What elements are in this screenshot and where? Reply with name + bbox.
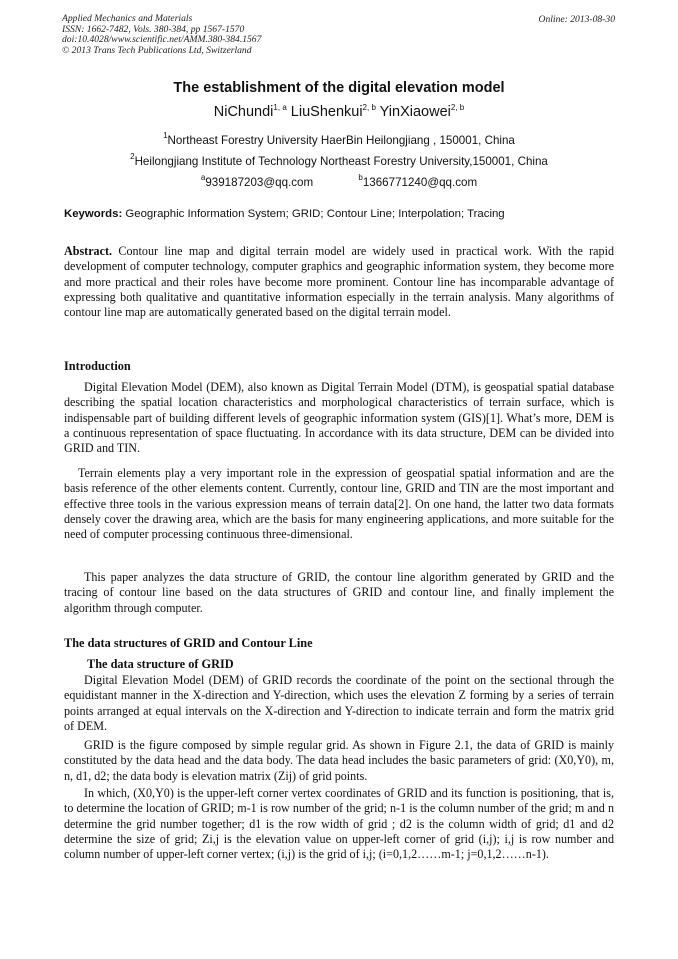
email-text: 1366771240@qq.com bbox=[362, 176, 478, 189]
email-line bbox=[0, 173, 678, 189]
intro-paragraph-2: Terrain elements play a very important role in the expression of geospatial spatial information and are the basis reference of the other elements content. Currently, contour line, GRID and TIN are the most important and effective three tools in the various expression means of terrain data[2]. On one hand, the latter two data formats densely cover the drawing area, which are the basis for many engineering applications, and more suitable for the need of computer processing continuous three-dimensional. bbox=[64, 466, 614, 542]
author-sup: 1, a bbox=[273, 103, 287, 112]
email-sup: b bbox=[358, 173, 363, 182]
online-date: Online: 2013-08-30 bbox=[538, 14, 615, 25]
email-a[interactable] bbox=[200, 173, 314, 189]
affiliation-text: Northeast Forestry University HaerBin Heilongjiang , 150001, China bbox=[167, 134, 515, 147]
email-text: 939187203@qq.com bbox=[205, 176, 314, 189]
grid-paragraph-2: GRID is the figure composed by simple regular grid. As shown in Figure 2.1, the data of GRID is mainly constituted by the data head and the data body. The data head includes the basic parameters of grid: (X0,Y0), m, n, d1, d2; the data body is elevation matrix (Zij) of grid points. bbox=[64, 738, 614, 783]
affiliation-1 bbox=[0, 131, 678, 147]
section-heading-introduction: Introduction bbox=[64, 359, 131, 373]
author-list bbox=[0, 103, 678, 120]
subsection-heading-grid: The data structure of GRID bbox=[87, 657, 234, 671]
author-sup: 2, b bbox=[450, 103, 465, 112]
intro-paragraph-1: Digital Elevation Model (DEM), also known as Digital Terrain Model (DTM), is geospatial spatial database describing the spatial location characteristics and morphological characteristics of terrain surface, which is indispensable part of building different levels of geographic information system (GIS)[1]. What’s more, DEM is a continuous representation of space fluctuating. In accordance with its data structure, DEM can be divided into GRID and TIN. bbox=[64, 380, 614, 456]
affiliation-sup: 1 bbox=[163, 131, 168, 140]
abstract-label: Abstract. bbox=[64, 244, 113, 258]
doi-line: doi:10.4028/www.scientific.net/AMM.380-384.1567 bbox=[62, 34, 262, 46]
copyright-line: © 2013 Trans Tech Publications Ltd, Switzerland bbox=[62, 44, 252, 56]
journal-name: Applied Mechanics and Materials bbox=[62, 13, 193, 24]
author-name: NiChundi bbox=[213, 104, 274, 120]
email-sup: a bbox=[200, 173, 206, 182]
keywords bbox=[64, 208, 616, 220]
paper-title: The establishment of the digital elevation model bbox=[173, 80, 505, 96]
keywords-label: Keywords: bbox=[64, 208, 123, 220]
abstract-text: Contour line map and digital terrain model are widely used in practical work. With the rapid development of computer technology, computer graphics and geographic information system, they become more and more practical and their roles have become more prominent. Contour line has incomparable advantage of expressing both qualitative and quantitative information especially in the terrain analysis. Many algorithms of contour line map are automatically generated based on the digital terrain model. bbox=[64, 244, 614, 320]
issn-line: ISSN: 1662-7482, Vols. 380-384, pp 1567-1570 bbox=[62, 23, 245, 35]
author-name: YinXiaowei bbox=[379, 104, 451, 120]
email-b[interactable] bbox=[358, 173, 478, 189]
abstract bbox=[64, 244, 614, 320]
affiliation-sup: 2 bbox=[130, 152, 135, 161]
author-sup: 2, b bbox=[362, 103, 376, 112]
keywords-text: Geographic Information System; GRID; Contour Line; Interpolation; Tracing bbox=[125, 208, 505, 220]
grid-paragraph-1: Digital Elevation Model (DEM) of GRID records the coordinate of the point on the sectional through the equidistant manner in the X-direction and Y-direction, which uses the elevation Z forming by a series of terrain points arranged at equal intervals on the X-direction and Y-direction to indicate terrain and form the matrix grid of DEM. bbox=[64, 673, 614, 733]
affiliation-text: Heilongjiang Institute of Technology Northeast Forestry University,150001, China bbox=[134, 155, 548, 168]
grid-paragraph-3: In which, (X0,Y0) is the upper-left corner vertex coordinates of GRID and its function is positioning, that is, to determine the location of GRID; m-1 is row number of the grid; n-1 is the column number of the grid; m and n determine the grid number together; d1 is the row width of grid ; d2 is the column width of grid; d1 and d2 determine the size of grid; Zi,j is the elevation value on upper-left corner of grid (i,j); i,j is row number and column number of upper-left corner vertex; (i,j) is the grid of i,j; (i=0,1,2……m-1; j=0,1,2……n-1). bbox=[64, 786, 614, 862]
affiliation-2 bbox=[0, 152, 678, 168]
journal-header bbox=[62, 14, 261, 56]
section-heading-data-structures: The data structures of GRID and Contour Line bbox=[64, 636, 313, 650]
author-name: LiuShenkui bbox=[290, 104, 363, 120]
intro-paragraph-3: This paper analyzes the data structure of GRID, the contour line algorithm generated by GRID and the tracing of contour line based on the data structures of GRID and contour line, and finally implement the algorithm through computer. bbox=[64, 570, 614, 615]
